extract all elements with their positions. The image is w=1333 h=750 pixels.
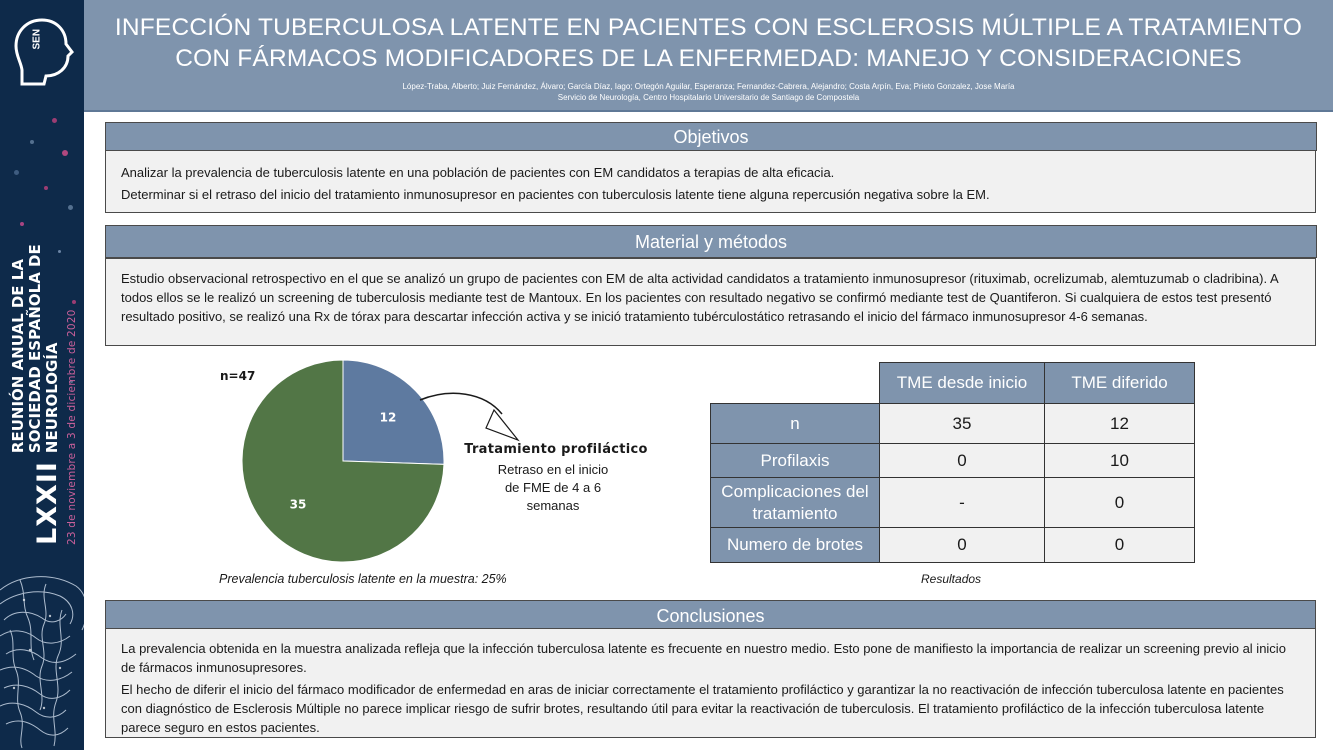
cell-value: 0: [880, 444, 1045, 478]
objetivos-body: [105, 150, 1316, 213]
row-label: Complicaciones del tratamiento: [711, 478, 880, 528]
prophylaxis-desc-line2: de FME de 4 a 6: [504, 480, 602, 495]
authors: López-Traba, Alberto; Juiz Fernández, Álvaro; García Díaz, Iago; Ortegón Aguilar, Esperanza; Fernandez-Cabrera, Alejandro; Costa Arpín, Eva; Prieto Gonzalez, Jose María: [402, 82, 1015, 91]
arrow-head: [486, 410, 518, 440]
chart-title: n=47: [220, 369, 256, 383]
metodos-heading: Material y métodos: [105, 225, 1317, 258]
prophylaxis-desc-line1: Retraso en el inicio: [497, 462, 609, 477]
table-row: [711, 478, 1195, 528]
table-corner: [711, 363, 880, 404]
sidebar: [0, 0, 84, 750]
affiliation: Servicio de Neurología, Centro Hospitalario Universitario de Santiago de Compostela: [557, 93, 860, 102]
cell-value: 0: [880, 528, 1045, 563]
cell-value: 10: [1045, 444, 1195, 478]
cell-value: 12: [1045, 404, 1195, 444]
objetivos-p2: Determinar si el retraso del inicio del tratamiento inmunosupresor en pacientes con tuberculosis latente tiene alguna repercusión negativa sobre la EM.: [121, 187, 990, 202]
prophylaxis-description: [486, 461, 620, 515]
conclusiones-heading: Conclusiones: [105, 600, 1316, 629]
objetivos-p1: Analizar la prevalencia de tuberculosis latente en una población de pacientes con EM candidatos a terapias de alta eficacia.: [121, 165, 835, 180]
congress-line2: SOCIEDAD ESPAÑOLA DE NEUROLOGÍA: [26, 244, 61, 454]
arrow-line: [420, 393, 502, 414]
table-row: [711, 528, 1195, 563]
logo-text: SEN: [31, 28, 43, 50]
table-header-row: [711, 363, 1195, 404]
cell-value: 0: [1045, 478, 1195, 528]
table-caption: Resultados: [921, 572, 982, 586]
conclusiones-body: [105, 628, 1316, 738]
title-line-1: INFECCIÓN TUBERCULOSA LATENTE EN PACIENTES CON ESCLEROSIS MÚLTIPLE A TRATAMIENTO: [114, 14, 1303, 41]
table-row: [711, 404, 1195, 444]
col-header-tme-diferido: TME diferido: [1045, 363, 1195, 404]
pie-caption: Prevalencia tuberculosis latente en la muestra: 25%: [219, 572, 507, 586]
sen-logo: [8, 14, 76, 94]
row-label: Profilaxis: [711, 444, 880, 478]
poster-title: [84, 12, 1333, 74]
table-row: [711, 444, 1195, 478]
poster-header: [84, 0, 1333, 112]
metodos-body: [105, 258, 1316, 346]
title-line-2: CON FÁRMACOS MODIFICADORES DE LA ENFERMEDAD: MANEJO Y CONSIDERACIONES: [175, 45, 1242, 72]
results-table: [710, 362, 1195, 563]
prophylaxis-desc-line3: semanas: [526, 498, 580, 513]
pie-data-label-1: 12: [379, 410, 397, 425]
row-label: Numero de brotes: [711, 528, 880, 563]
prophylaxis-title: Tratamiento profiláctico: [464, 442, 648, 457]
objetivos-heading: Objetivos: [105, 122, 1317, 151]
brain-illustration: [0, 570, 84, 750]
row-label: n: [711, 404, 880, 444]
pie-data-label-2: 35: [289, 497, 307, 512]
congress-title: [10, 175, 80, 545]
congress-number: LXXII: [32, 461, 63, 545]
authors-block: [84, 81, 1333, 103]
conclusiones-p1: La prevalencia obtenida en la muestra analizada refleja que la infección tuberculosa latente es frecuente en nuestro medio. Esto pone de manifiesto la importancia de realizar un screening previo al inicio de fármacos inmunosupresores.: [121, 641, 1286, 675]
metodos-text: Estudio observacional retrospectivo en el que se analizó un grupo de pacientes con EM de alta actividad candidatos a tratamiento inmunosupresor (rituximab, ocrelizumab, alemtuzumab o cladribina). A todos ellos se le realizó un screening de tuberculosis mediante test de Mantoux. En los pacientes con resultado negativo se confirmó mediante test de Quantiferon. Si cualquiera de estos test presentó resultado positivo, se realizó una Rx de tórax para descartar infección activa y se inició tratamiento tubérculostático retrasando el inicio del fármaco inmunosupresor 4-6 semanas.: [121, 271, 1278, 324]
col-header-tme-inicio: TME desde inicio: [880, 363, 1045, 404]
congress-line1: REUNIÓN ANUAL DE LA: [9, 259, 27, 454]
congress-dates: 23 de noviembre a 3 de diciembre de 2020: [66, 309, 78, 545]
cell-value: 0: [1045, 528, 1195, 563]
cell-value: -: [880, 478, 1045, 528]
cell-value: 35: [880, 404, 1045, 444]
conclusiones-p2: El hecho de diferir el inicio del fármaco modificador de enfermedad en aras de iniciar correctamente el tratamiento profiláctico y garantizar la no reactivación de infección tuberculosa latente en pacientes con diagnóstico de Esclerosis Múltiple no parece implicar riesgo de sufrir brotes, resultando útil para evitar la reactivación de tuberculosis. El tratamiento profiláctico de la infección tuberculosa latente parece seguro en estos pacientes.: [121, 682, 1284, 735]
